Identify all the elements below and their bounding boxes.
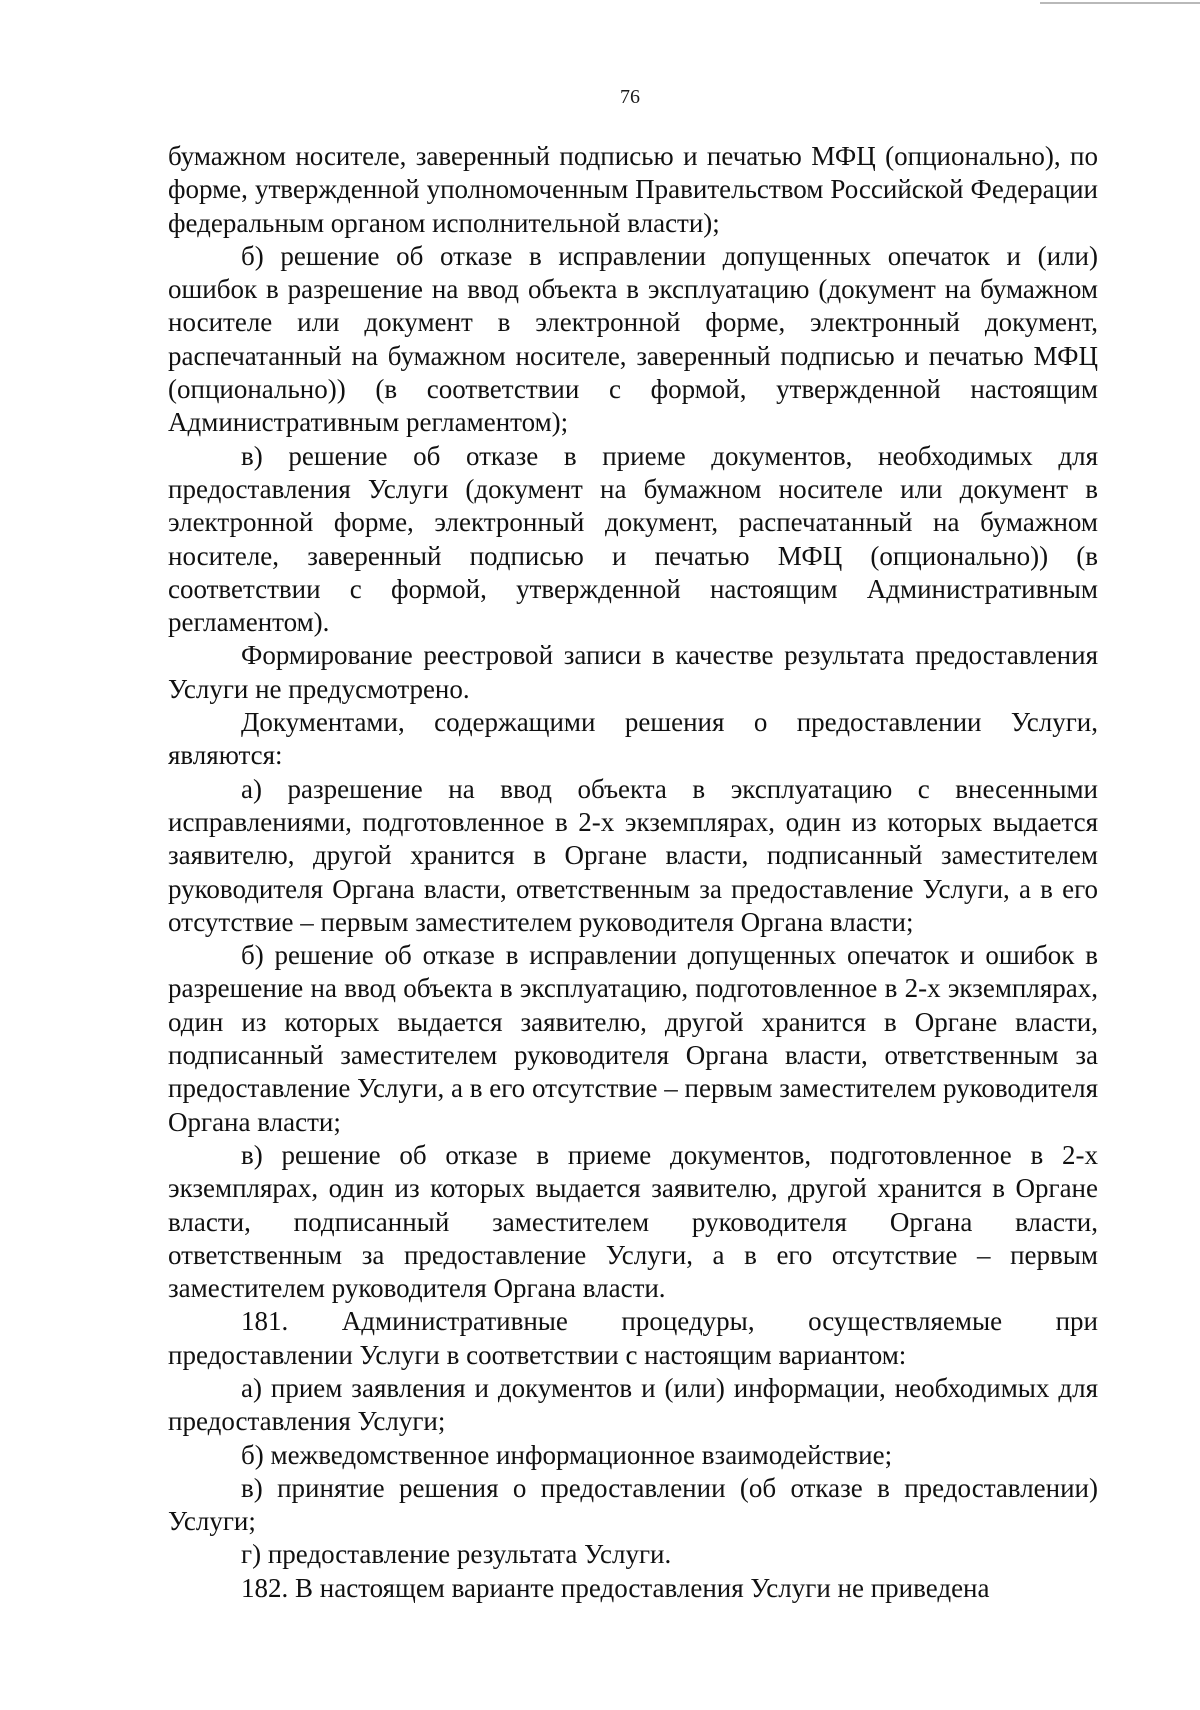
scan-edge-line <box>1040 2 1200 4</box>
paragraph-continuation: бумажном носителе, заверенный подписью и печатью МФЦ (опционально), по форме, утвержденной уполномоченным Правительством Российской Федерации федеральным органом исполнительной власти); <box>168 141 1098 238</box>
paragraph-item-b-refusal-corrections: б) решение об отказе в исправлении допущенных опечаток и (или) ошибок в разрешение на ввод объекта в эксплуатацию (документ на бумажном носителе или документ в электронной форме, электронный документ, распечатанный на бумажном носителе, заверенный подписью и печатью МФЦ (опционально)) (в соответствии с формой, утвержденной настоящим Административным регламентом); <box>168 240 1098 438</box>
paragraph-registry-record: Формирование реестровой записи в качестве результата предоставления Услуги не предусмотрено. <box>168 640 1098 704</box>
document-body <box>168 140 1098 1605</box>
paragraph-182: 182. В настоящем варианте предоставления Услуги не приведена <box>241 1572 990 1603</box>
paragraph-item-b-refusal-errors: б) решение об отказе в исправлении допущенных опечаток и ошибок в разрешение на ввод объекта в эксплуатацию, подготовленное в 2-х экземплярах, один из которых выдается заявителю, другой хранится в Органе власти, подписанный заместителем руководителя Органа власти, ответственным за предоставление Услуги, а в его отсутствие – первым заместителем руководителя Органа власти; <box>168 940 1098 1137</box>
paragraph-181-procedures: 181. Административные процедуры, осуществляемые при предоставлении Услуги в соответствии с настоящим вариантом: <box>168 1306 1098 1370</box>
paragraph-item-v-refusal-documents: в) решение об отказе в приеме документов, необходимых для предоставления Услуги (документ на бумажном носителе или документ в электронной форме, электронный документ, распечатанный на бумажном носителе, заверенный подписью и печатью МФЦ (опционально)) (в соответствии с формой, утвержденной настоящим Административным регламентом). <box>168 440 1098 638</box>
page-number: 76 <box>620 86 640 108</box>
paragraph-item-a-permit: а) разрешение на ввод объекта в эксплуатацию с внесенными исправлениями, подготовленное в 2-х экземплярах, один из которых выдается заявителю, другой хранится в Органе власти, подписанный заместителем руководителя Органа власти, ответственным за предоставление Услуги, а в его отсутствие – первым заместителем руководителя Органа власти; <box>168 773 1098 937</box>
paragraph-item-v-refusal-acceptance: в) решение об отказе в приеме документов, подготовленное в 2-х экземплярах, один из которых выдается заявителю, другой хранится в Органе власти, подписанный заместителем руководителя Органа власти, ответственным за предоставление Услуги, а в его отсутствие – первым заместителем руководителя Органа власти. <box>168 1139 1098 1304</box>
paragraph-procedure-b: б) межведомственное информационное взаимодействие; <box>241 1439 893 1470</box>
paragraph-procedure-a: а) прием заявления и документов и (или) информации, необходимых для предоставления Услуги; <box>168 1372 1098 1437</box>
paragraph-documents-heading: Документами, содержащими решения о предоставлении Услуги, являются: <box>168 707 1098 771</box>
paragraph-procedure-v: в) принятие решения о предоставлении (об отказе в предоставлении) Услуги; <box>168 1472 1098 1537</box>
paragraph-procedure-g: г) предоставление результата Услуги. <box>241 1539 672 1570</box>
